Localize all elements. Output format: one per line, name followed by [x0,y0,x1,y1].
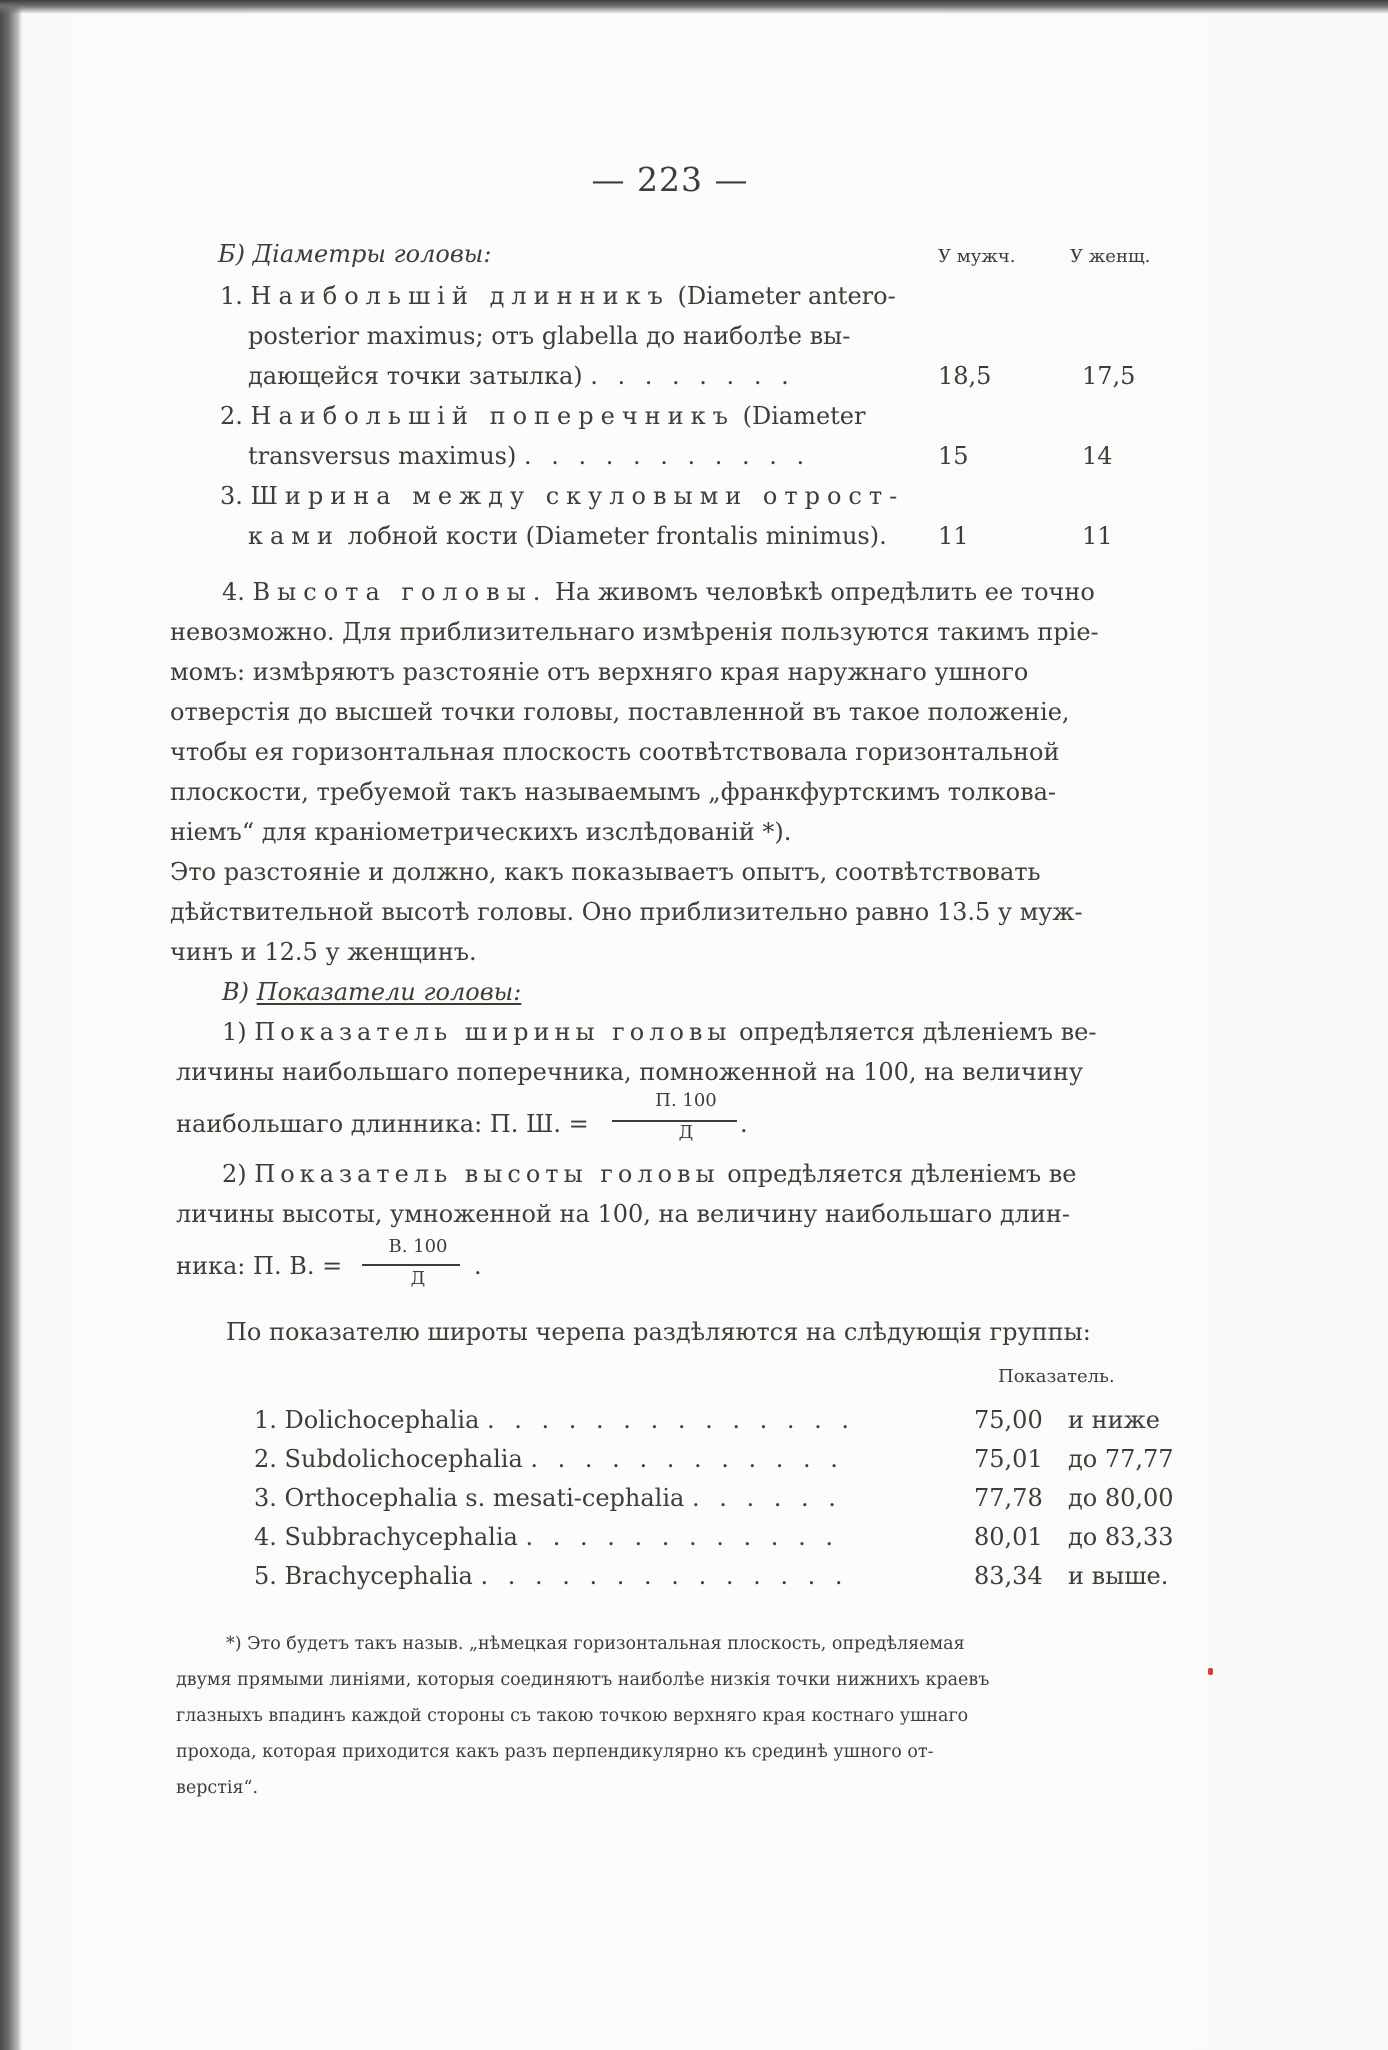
value-men: 18,5 [938,362,992,390]
value-women: 17,5 [1082,362,1136,390]
row-name: Dolichocephalia [284,1406,480,1434]
index-item-2-line-3: ника: П. В. = [176,1252,343,1280]
row-name: Subdolichocephalia [284,1445,523,1473]
leader-dots: . . . . . . . . . . . [523,442,811,470]
row-name: Brachycephalia [284,1562,473,1590]
row-number: 3. [254,1484,277,1512]
value-women: 11 [1082,522,1113,550]
fraction-numerator: В. 100 [388,1236,448,1257]
footnote-line-4: прохода, которая приходится какъ разъ перпендикулярно къ срединѣ ушного от- [176,1742,934,1762]
height-paragraph-line-7: ніемъ“ для краніометрическихъ изслѣдованій *). [170,818,792,846]
footnote-line-5: верстія“. [176,1778,259,1798]
row-number: 1. [254,1406,277,1434]
index-item-2-line-1 [222,1160,1076,1188]
row-range: до 80,00 [1068,1484,1174,1512]
formula-period: . [740,1110,748,1138]
group-row-3 [254,1484,842,1512]
diameter-item-3-line-1 [220,482,904,510]
diameter-item-1-line-2: posterior maximus; отъ glabella до наиболѣе вы- [248,322,851,350]
row-name: Orthocephalia s. mesati-cephalia [284,1484,685,1512]
section-v-heading: Показатели головы: [256,978,522,1006]
height-paragraph-2-line-3: чинъ и 12.5 у женщинъ. [170,938,477,966]
height-paragraph-line-2: невозможно. Для приблизительнаго измѣренія пользуются такимъ пріе- [170,618,1099,646]
fraction-numerator: П. 100 [655,1090,717,1111]
item-term: Показатель высоты головы [254,1160,720,1188]
leader-dots: . . . . . . . . [590,362,795,390]
diameter-item-3-line-2 [248,522,887,550]
fraction-denominator: Д [410,1268,426,1289]
section-v-title [222,978,521,1006]
item-term: Наибольшій длинникъ [250,282,670,310]
item-number: 3. [220,482,243,510]
group-row-5 [254,1562,848,1590]
item-term: Наибольшій поперечникъ [250,402,735,430]
row-value: 83,34 [974,1562,1043,1590]
row-number: 2. [254,1445,277,1473]
row-range: и ниже [1068,1406,1160,1434]
line-text: На живомъ человѣкѣ опредѣлить ее точно [555,578,1095,606]
column-head-men: У мужч. [938,246,1016,267]
group-row-4 [254,1523,839,1551]
item-term-continued: ками [248,522,340,550]
ink-speck [1208,1668,1213,1675]
group-row-1 [254,1406,855,1434]
groups-intro: По показателю широты черепа раздѣляются на слѣдующія группы: [226,1318,1091,1346]
groups-column-head: Показатель. [998,1366,1115,1387]
item-number: 1) [222,1018,247,1046]
height-paragraph-line-6: плоскости, требуемой такъ называемымъ „франкфуртскимъ толкова- [170,778,1057,806]
row-value: 80,01 [974,1523,1043,1551]
row-name: Subbrachycephalia [284,1523,518,1551]
index-item-1-line-1 [222,1018,1096,1046]
item-term: Высота головы. [252,578,548,606]
leader-dots: . . . . . . . . . . . . [530,1445,844,1473]
footnote-line-1: *) Это будетъ такъ назыв. „нѣмецкая горизонтальная плоскость, опредѣляемая [226,1634,965,1654]
row-range: и выше. [1068,1562,1169,1590]
value-women: 14 [1082,442,1113,470]
index-item-2-line-2: личины высоты, умноженной на 100, на величину наибольшаго длин- [176,1200,1070,1228]
index-item-1-line-2: личины наибольшаго поперечника, помноженной на 100, на величину [176,1058,1084,1086]
line-text: опредѣляется дѣленіемъ ве [727,1160,1077,1188]
item-term: Показатель ширины головы [254,1018,732,1046]
item-number: 4. [222,578,245,606]
page-number: — 223 — [591,160,749,199]
item-text: transversus maximus) [248,442,517,470]
leader-dots: . . . . . . . . . . . . [525,1523,839,1551]
row-number: 4. [254,1523,277,1551]
item-text: дающейся точки затылка) [248,362,583,390]
height-paragraph-line-4: отверстія до высшей точки головы, поставленной въ такое положеніе, [170,698,1070,726]
height-paragraph-line-1 [222,578,1095,606]
formula-period: . [474,1252,482,1280]
item-number: 1. [220,282,243,310]
leader-dots: . . . . . . [691,1484,842,1512]
line-text: опредѣляется дѣленіемъ ве- [739,1018,1097,1046]
footnote-line-3: глазныхъ впадинъ каждой стороны съ такою точкою верхняго края костнаго ушнаго [176,1706,969,1726]
row-number: 5. [254,1562,277,1590]
diameter-item-2-line-1 [220,402,865,430]
height-paragraph-line-5: чтобы ея горизонтальная плоскость соотвѣтствовала горизонтальной [170,738,1060,766]
column-head-women: У женщ. [1070,246,1151,267]
diameter-item-1-line-3 [248,362,795,390]
value-men: 11 [938,522,969,550]
value-men: 15 [938,442,969,470]
item-text: лобной кости (Diameter frontalis minimus). [347,522,887,550]
row-range: до 83,33 [1068,1523,1174,1551]
fraction-denominator: Д [678,1122,694,1143]
diameter-item-1-line-1 [220,282,896,310]
fraction-bar [362,1264,460,1266]
item-number: 2) [222,1160,247,1188]
item-latin: (Diameter [742,402,866,430]
row-value: 75,00 [974,1406,1043,1434]
item-term: Ширина между скуловыми отрост- [250,482,905,510]
leader-dots: . . . . . . . . . . . . . . [487,1406,855,1434]
index-item-1-line-3: наибольшаго длинника: П. Ш. = [176,1110,589,1138]
section-v-letter: В) [222,978,249,1006]
item-latin: (Diameter antero- [677,282,896,310]
height-paragraph-line-3: момъ: измѣряютъ разстояніе отъ верхняго края наружнаго ушного [170,658,1029,686]
row-range: до 77,77 [1068,1445,1174,1473]
row-value: 77,78 [974,1484,1043,1512]
item-number: 2. [220,402,243,430]
height-paragraph-2-line-2: дѣйствительной высотѣ головы. Оно приблизительно равно 13.5 у муж- [170,898,1083,926]
leader-dots: . . . . . . . . . . . . . . [480,1562,849,1590]
height-paragraph-2-line-1: Это разстояніе и должно, какъ показываетъ опытъ, соотвѣтствовать [170,858,1041,886]
section-b-title: Б) Діаметры головы: [218,240,492,268]
diameter-item-2-line-2 [248,442,810,470]
row-value: 75,01 [974,1445,1043,1473]
footnote-line-2: двумя прямыми линіями, которыя соединяютъ наиболѣе низкія точки нижнихъ краевъ [176,1670,990,1690]
group-row-2 [254,1445,844,1473]
